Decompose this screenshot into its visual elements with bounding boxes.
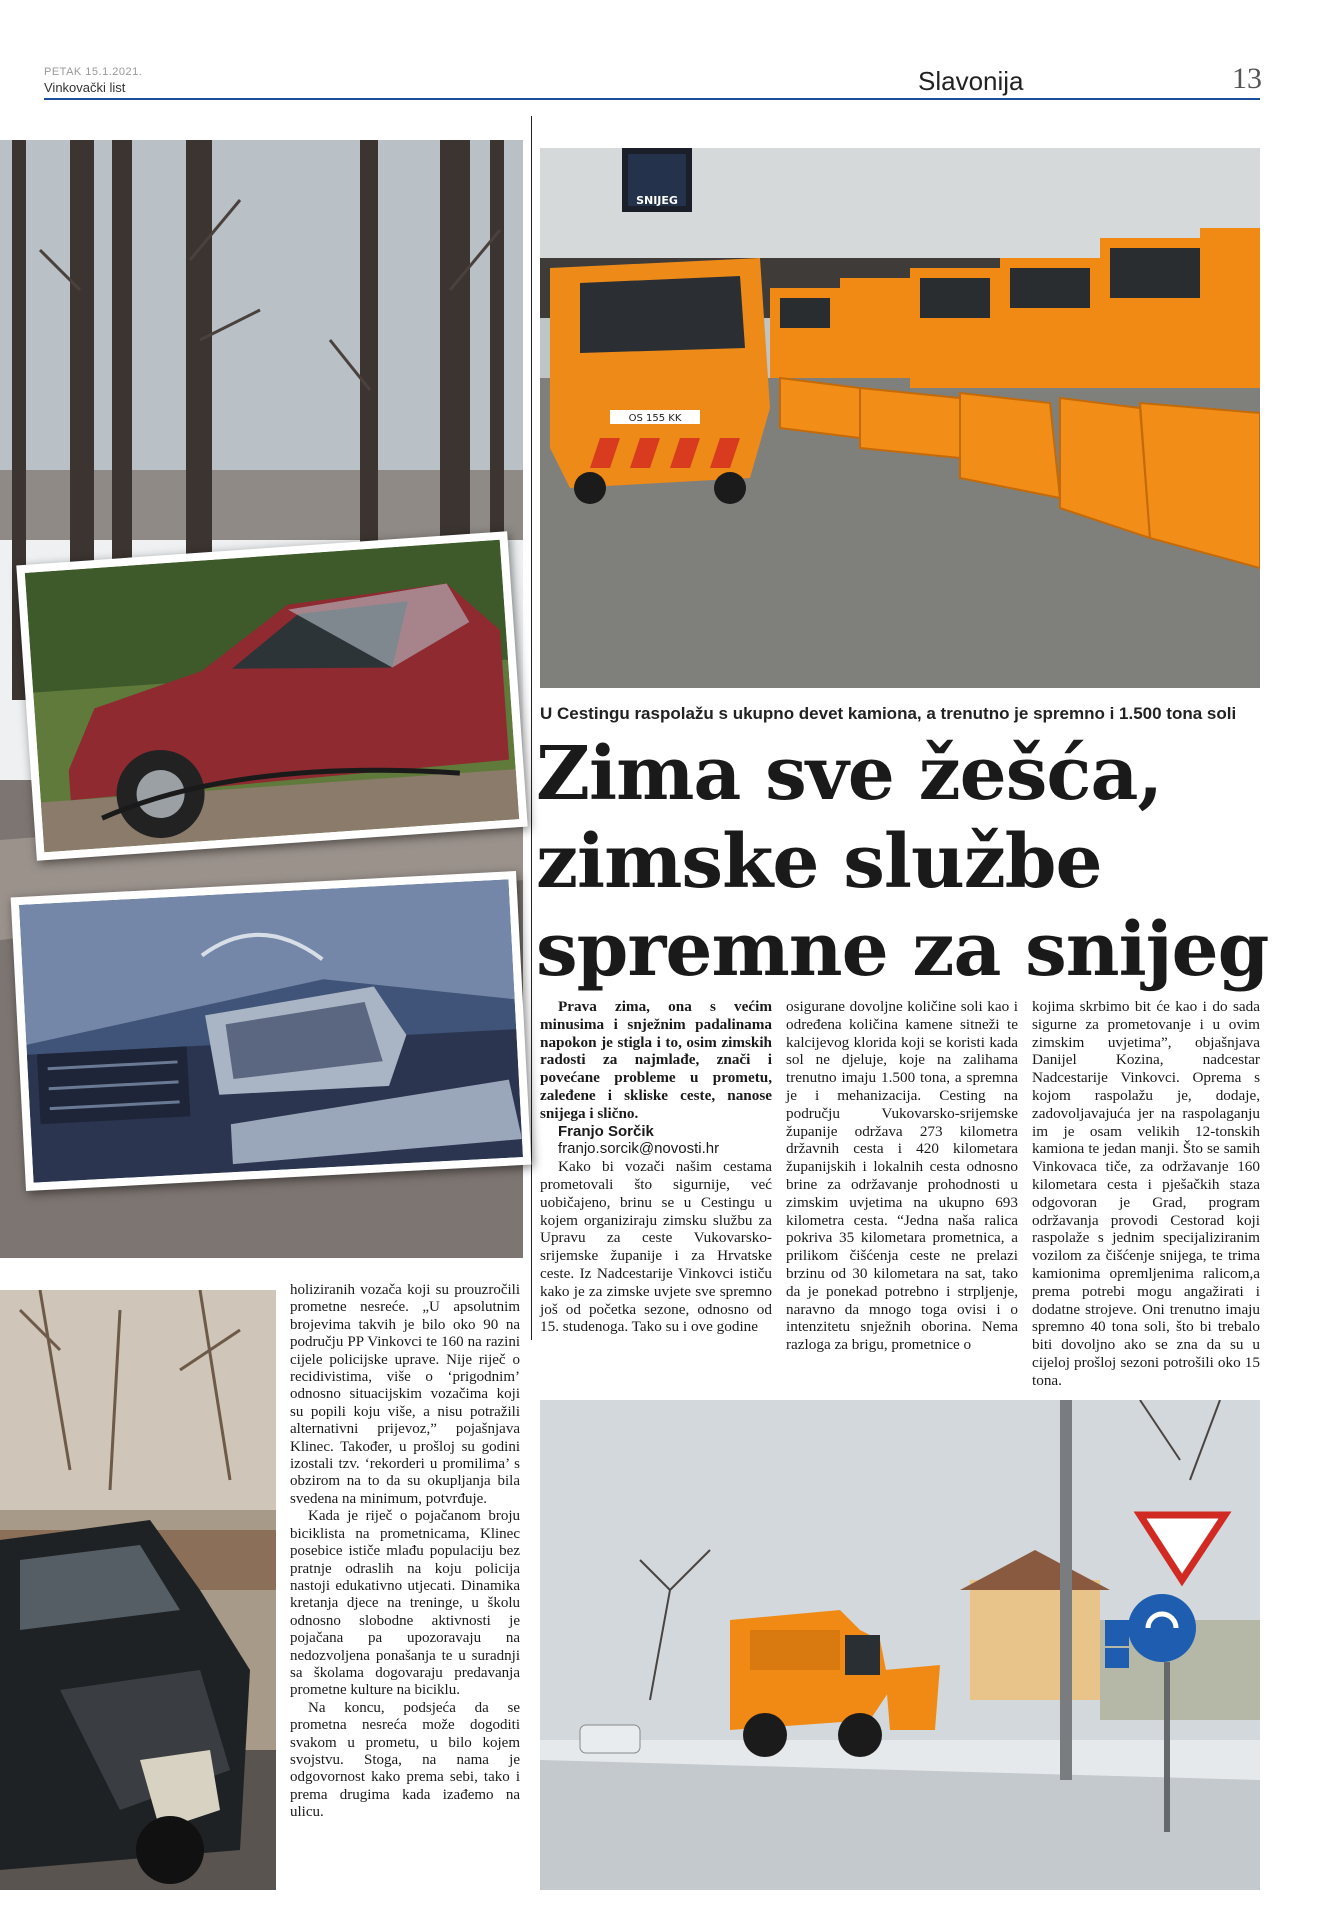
header-rule bbox=[44, 98, 1260, 100]
page-number: 13 bbox=[1232, 62, 1262, 95]
newspaper-name: Vinkovački list bbox=[44, 80, 126, 95]
column-divider bbox=[531, 116, 532, 1340]
section-title: Slavonija bbox=[918, 66, 1024, 96]
snijeg-sign-text: SNIJEG bbox=[636, 194, 678, 207]
left-paragraph-1: holiziranih vozača koji su prouzročili prometne nesreće. „U apsolutnim brojevima takvih je bilo oko 90 na području PP Vinkovci te 160 na razini cijele policijske uprave. Nije riječ o recidivistima, više o ‘prigodnim’ odnosno situacijskim vozačima koji su popili koju više, a nisu potražili alternativni prijevoz,” pojašnjava Klinec. Također, u prošloj su godini izostali tzv. ‘rekorderi u promilima’ s obzirom na to da su okupljanja bila svedena na minimum, potvrđuje. bbox=[290, 1282, 520, 1507]
left-article-column bbox=[290, 1282, 520, 1822]
article-headline bbox=[536, 730, 1269, 994]
snow-truck-street-photo bbox=[540, 1400, 1260, 1890]
article-column-1 bbox=[540, 998, 772, 1336]
article-column-3 bbox=[1032, 998, 1260, 1390]
headline-line-3: spremne za snijeg bbox=[536, 907, 1269, 993]
article-lead: Prava zima, ona s većim minusima i snježnim padalinama napokon je stigla i to, osim zimskih radosti za najmlađe, znači i povećane probleme u prometu, zaleđene i skliske ceste, nanose snijega i slično. bbox=[540, 998, 772, 1122]
headline-line-2: zimske službe bbox=[536, 819, 1102, 905]
snowplow-fleet-photo bbox=[540, 148, 1260, 688]
column-2-paragraph: osigurane dovoljne količine soli kao i određena količina kamene sitneži te kalcijevog klorida koji se koristi kada sol ne djeluje, koje na zalihama trenutno imaju 1.500 tona, a spremna je i mehanizacija. Cesting na području Vukovarsko-srijemske županije održava 273 kilometra državnih cesta i 420 kilometara županijskih i lokalnih cesta odnosno brine za održavanje prohodnosti u zimskim uvjetima na ukupno 693 kilometra cesta. “Jedna naša ralica pokriva 35 kilometara prometnica, a prilikom čišćenja ceste ne prelazi brzinu od 30 kilometara na sat, tako da je ponekad potrebno i strpljenje, naravno da mnogo toga ovisi i o intenzitetu snježnih oborina. Nema razloga za brigu, prometnice o bbox=[786, 998, 1018, 1354]
article-column-2 bbox=[786, 998, 1018, 1354]
damaged-headlight-photo bbox=[11, 871, 532, 1191]
headline-line-1: Zima sve žešća, bbox=[536, 731, 1163, 817]
left-paragraph-2: Kada je riječ o pojačanom broju biciklista na prometnicama, Klinec posebice ističe mlađu populaciju bez pratnje odraslih na koju policija nastoji edukativno utjecati. Dinamika kretanja djece na treninge, u školu odnosno slobodne aktivnosti je pojačana pa upozoravaju na nedozvoljena ponašanja te u suradnji sa školama dogovaraju predavanja prometne kulture na biciklu. bbox=[290, 1508, 520, 1699]
left-paragraph-3: Na koncu, podsjeća da se prometna nesreća može dogoditi svakom u prometu, u bilo kojem svojstvu. Stoga, na nama je odgovornost kako prema sebi, tako i prema drugima kada izađemo na ulicu. bbox=[290, 1699, 520, 1821]
crashed-black-car-photo bbox=[0, 1290, 276, 1890]
issue-date: PETAK 15.1.2021. bbox=[44, 66, 143, 78]
column-3-paragraph: kojima skrbimo bit će kao i do sada sigurne za prometovanje i u ovim zimskim uvjetima”, objašnjava Danijel Kozina, nadcestar Nadcestarije Vinkovci. Oprema s kojom raspolažu je, dodaje, zadovoljavajuća jer na raspolaganju im je osam velikih 12-tonskih kamiona te jedan manji. Što se samih Vinkovaca tiče, za održavanje 160 kilometara cesta i pješačkih staza odgovoran je Grad, program održavanja provodi Cestorad koji raspolaže s jednim specijaliziranim vozilom za čišćenje snijega, te trima kamionima opremljenima ralicom,a prema potrebi mogu angažirati i dodatne strojeve. Oni trenutno imaju spremno 40 tona soli, što bi trebalo biti dovoljno ako se zna da su u cijeloj prošlој sezoni potrošili oko 15 tona. bbox=[1032, 998, 1260, 1389]
column-1-paragraph: Kako bi vozači našim cestama prometovali što sigurnije, već uobičajeno, brinu se u Cestingu u kojem organiziraju zimsku službu za Upravu za ceste Vukovarsko-srijemske županije i za Hrvatske ceste. Iz Nadcestarije Vinkovci ističu kako je za zimske uvjete sve spremno još od početka sezone, odnosno od 15. studenoga. Tako su i ove godine bbox=[540, 1158, 772, 1336]
author-email[interactable]: franjo.sorcik@novosti.hr bbox=[558, 1140, 720, 1158]
photo-caption: U Cestingu raspolažu s ukupno devet kamiona, a trenutno je spremno i 1.500 tona soli bbox=[540, 704, 1237, 723]
license-plate: OS 155 KK bbox=[628, 413, 682, 424]
author-name: Franjo Sorčik bbox=[558, 1122, 654, 1140]
crashed-red-car-photo bbox=[16, 531, 527, 861]
